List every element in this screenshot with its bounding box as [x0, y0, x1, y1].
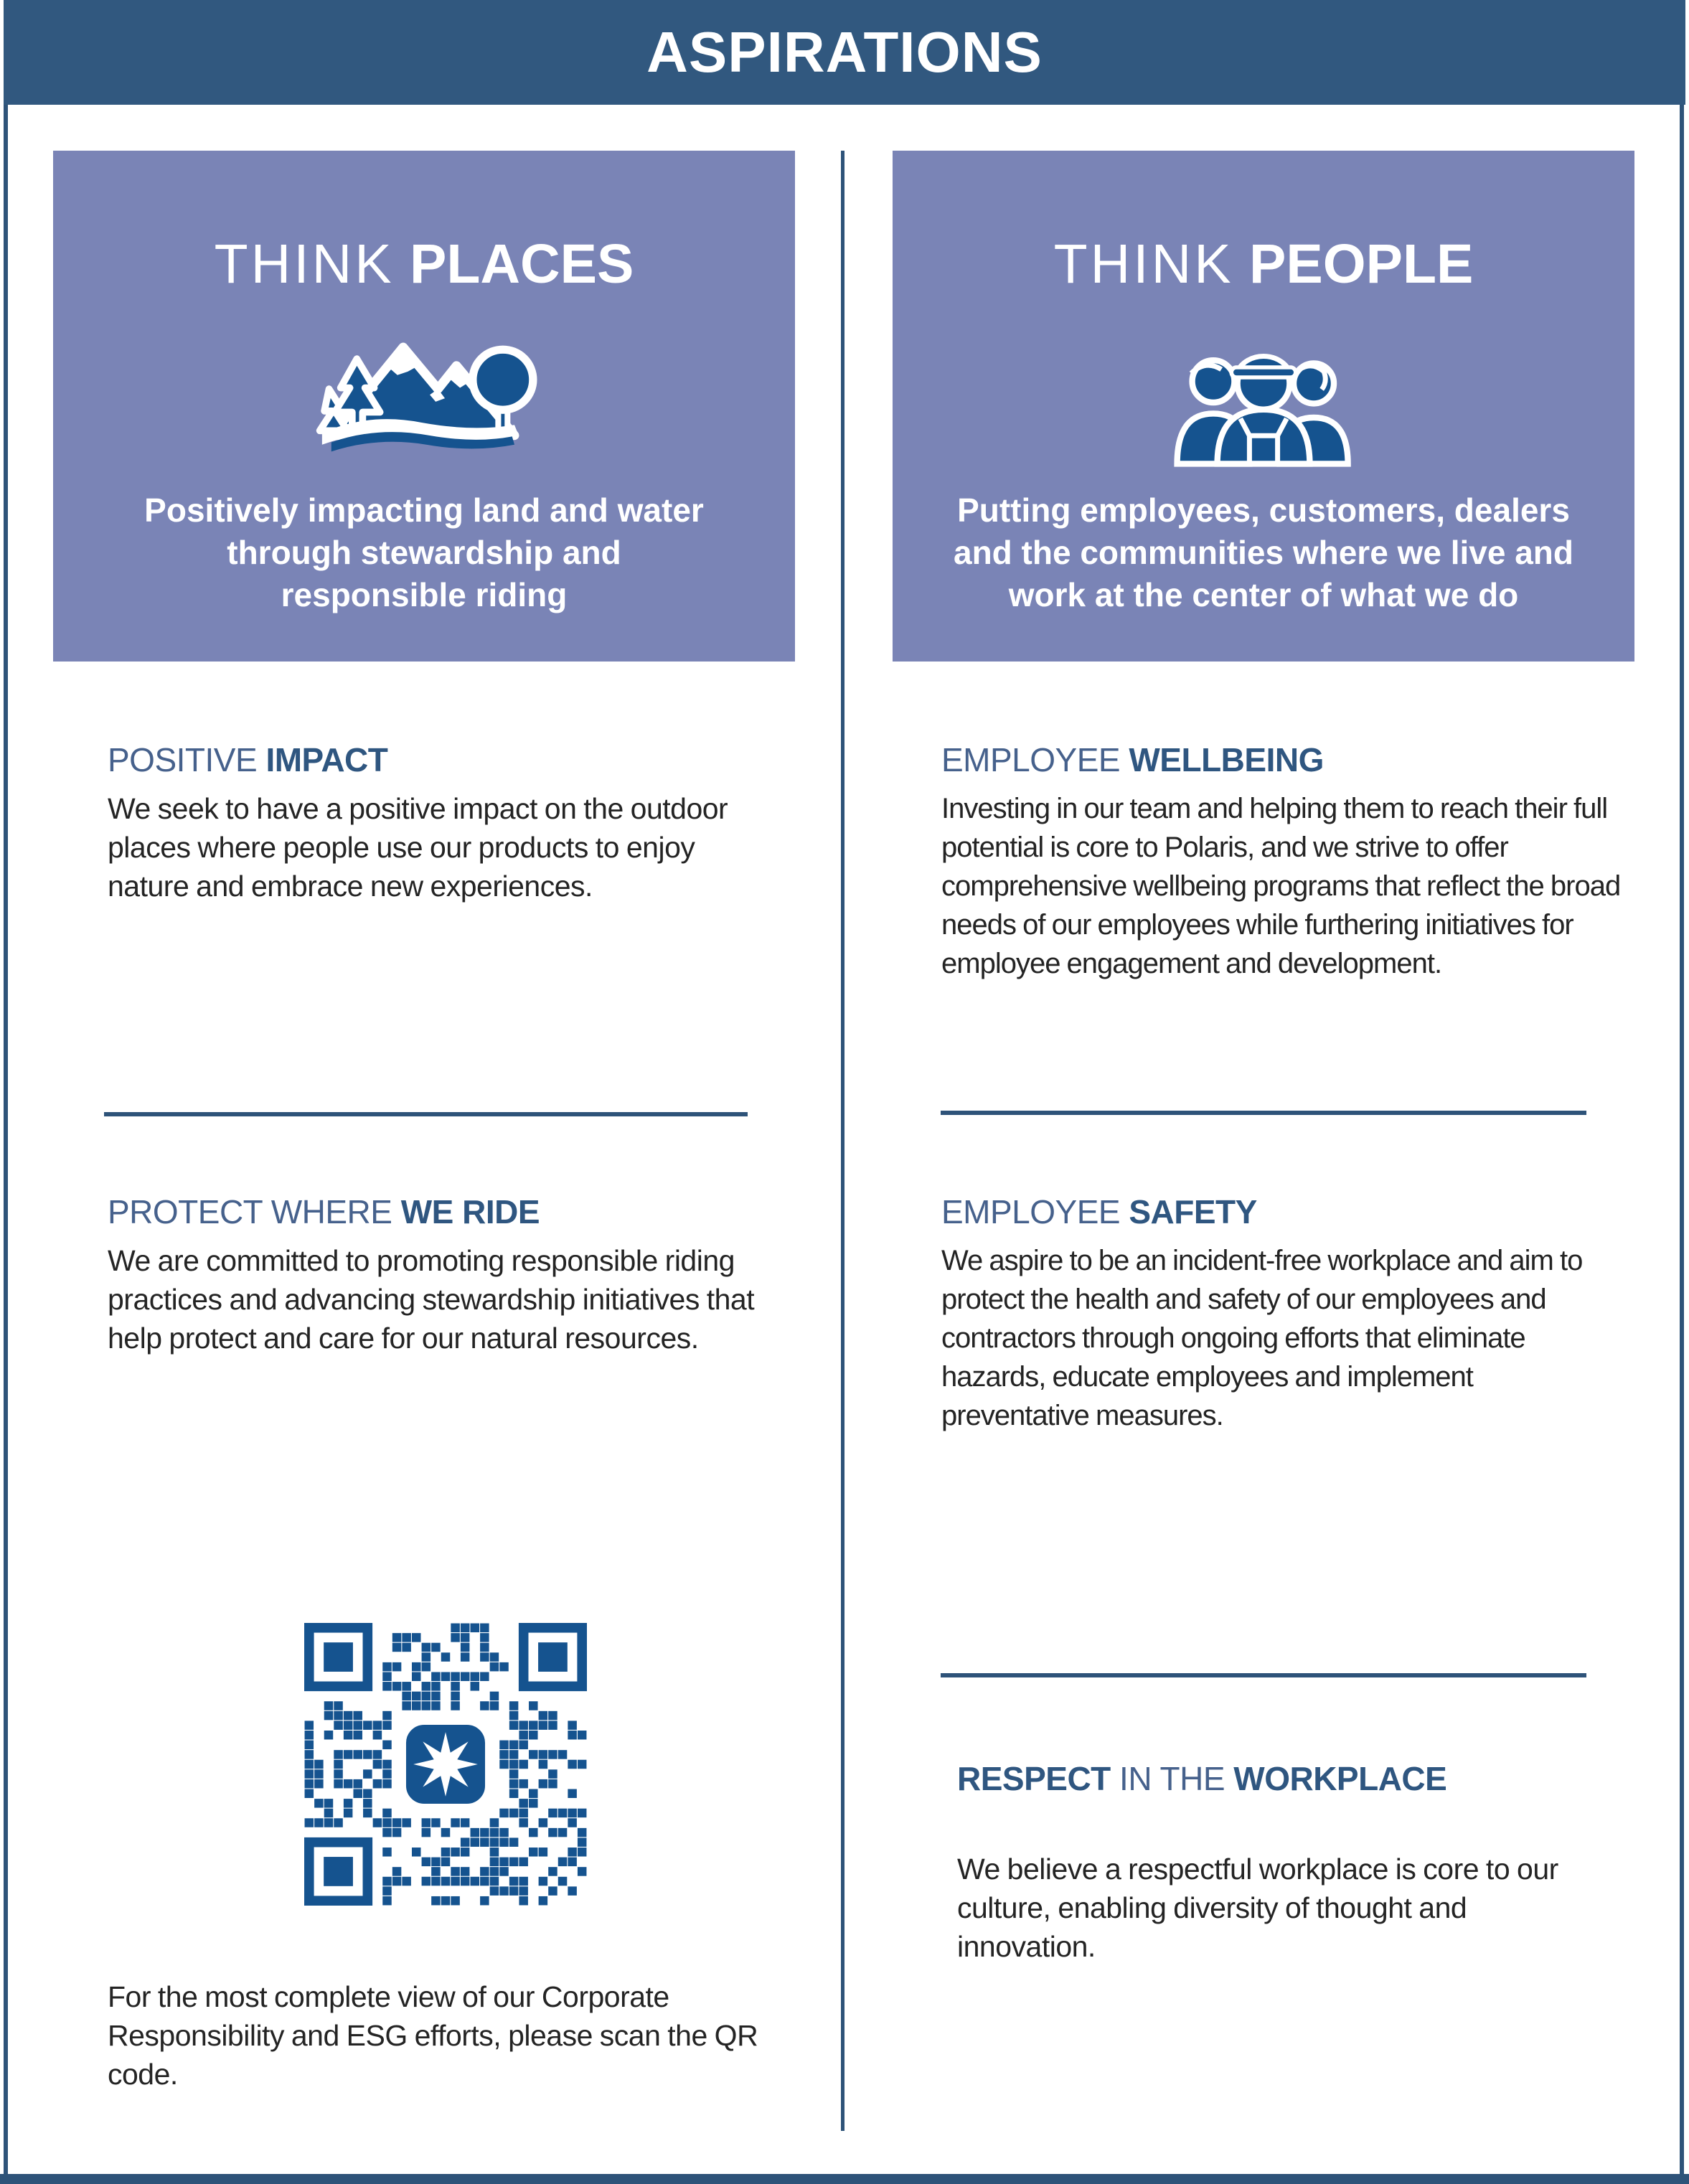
- qr-code: [304, 1623, 587, 1906]
- employee-wellbeing-body: Investing in our team and helping them to reach their full potential is core to Polaris, and we strive to offer comprehensive wellbeing programs that reflect the broad needs of our employees while furthering initiatives for employee engagement and development.: [941, 793, 1621, 979]
- employee-wellbeing-section: [941, 740, 1623, 983]
- think-places-title: [53, 235, 795, 293]
- heading-bold: WORKPLACE: [1233, 1760, 1447, 1797]
- banner-title-light: THINK: [1053, 233, 1234, 295]
- landscape-icon: [266, 317, 582, 468]
- heading-bold: WELLBEING: [1129, 741, 1324, 778]
- left-column-divider: [104, 1112, 748, 1116]
- protect-where-we-ride-body: We are committed to promoting responsible riding practices and advancing stewardship initiatives that help protect and care for our natural resources.: [108, 1244, 755, 1355]
- banner-title-bold: PEOPLE: [1249, 233, 1474, 295]
- protect-where-we-ride-heading: [108, 1192, 768, 1231]
- heading-bold: IMPACT: [265, 741, 388, 778]
- heading-bold: SAFETY: [1129, 1193, 1257, 1230]
- heading-light: EMPLOYEE: [941, 741, 1121, 778]
- qr-code-graphic: [304, 1623, 587, 1906]
- banner-title-bold: PLACES: [410, 233, 634, 295]
- right-column-divider-2: [941, 1673, 1586, 1677]
- banner-title-light: THINK: [214, 233, 395, 295]
- heading-bold: WE RIDE: [400, 1193, 540, 1230]
- heading-light: EMPLOYEE: [941, 1193, 1121, 1230]
- right-column-divider-1: [941, 1111, 1586, 1115]
- positive-impact-heading: [108, 740, 768, 779]
- think-people-title: [893, 235, 1634, 293]
- respect-in-the-workplace-body: We believe a respectful workplace is core to our culture, enabling diversity of thought and innovation.: [957, 1853, 1558, 1963]
- polaris-star-logo: [403, 1721, 489, 1807]
- employee-wellbeing-heading: [941, 740, 1623, 779]
- page-border-bottom: [0, 2174, 1689, 2184]
- think-people-banner: [893, 151, 1634, 662]
- heading-light: IN THE: [1119, 1760, 1225, 1797]
- employee-safety-heading: [941, 1192, 1623, 1231]
- page-header: [4, 0, 1685, 105]
- people-icon: [1106, 317, 1421, 468]
- employee-safety-body: We aspire to be an incident-free workplace and aim to protect the health and safety of our employees and contractors through ongoing efforts that eliminate hazards, educate employees and implement preventative measures.: [941, 1245, 1583, 1431]
- page-title: ASPIRATIONS: [646, 20, 1043, 84]
- positive-impact-section: [108, 740, 768, 905]
- respect-in-the-workplace-section: [957, 1759, 1574, 1966]
- positive-impact-body: We seek to have a positive impact on the outdoor places where people use our products to enjoy nature and embrace new experiences.: [108, 792, 728, 903]
- column-divider: [841, 151, 844, 2131]
- heading-light: POSITIVE: [108, 741, 258, 778]
- think-people-caption: Putting employees, customers, dealers and the communities where we live and work at the center of what we do: [953, 491, 1573, 613]
- employee-safety-section: [941, 1192, 1623, 1435]
- heading-bold: RESPECT: [957, 1760, 1111, 1797]
- respect-in-the-workplace-heading: [957, 1759, 1574, 1798]
- think-places-banner: [53, 151, 795, 662]
- qr-note: For the most complete view of our Corporate Responsibility and ESG efforts, please scan the QR code.: [108, 1980, 758, 2091]
- page-border-right: [1680, 105, 1684, 2174]
- page-border-left: [4, 105, 8, 2174]
- heading-light: PROTECT WHERE: [108, 1193, 392, 1230]
- protect-where-we-ride-section: [108, 1192, 768, 1357]
- think-places-caption: Positively impacting land and water through stewardship and responsible riding: [144, 491, 704, 613]
